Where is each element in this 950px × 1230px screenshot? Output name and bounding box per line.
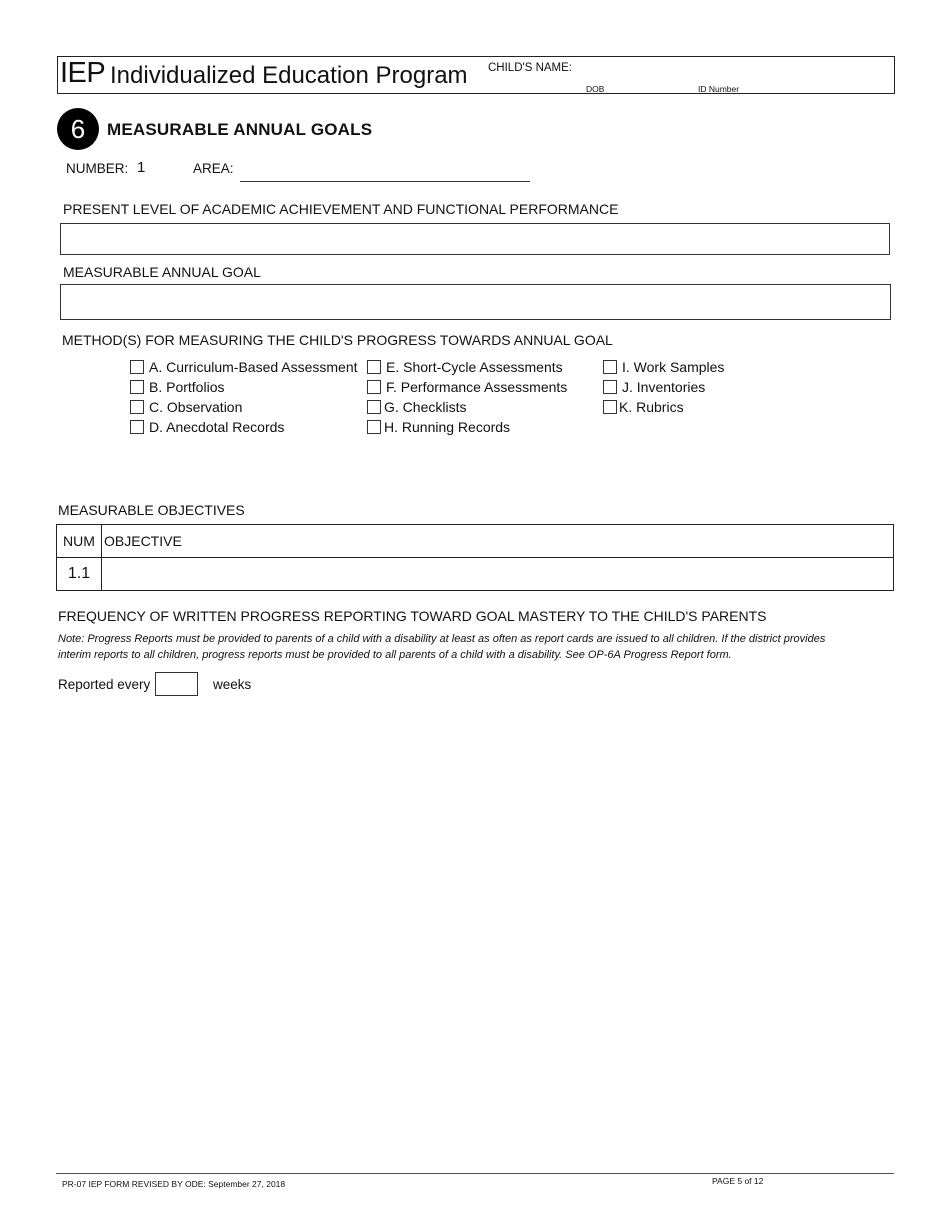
method-option-j[interactable] — [603, 379, 705, 395]
objectives-table — [56, 524, 894, 591]
section-number-badge: 6 — [57, 108, 99, 150]
frequency-label: FREQUENCY OF WRITTEN PROGRESS REPORTING TOWARD GOAL MASTERY TO THE CHILD'S PARENTS — [58, 608, 767, 624]
form-title: Individualized Education Program — [110, 62, 468, 89]
objectives-label: MEASURABLE OBJECTIVES — [58, 502, 245, 518]
frequency-note: Note: Progress Reports must be provided to parents of a child with a disability at least as often as report cards are issued to all children. If the district provides interim reports to all children, progress reports must be provided to all parents of a child with a disability. See OP-6A Progress Report form. — [58, 633, 826, 661]
id-number-label: ID Number — [698, 84, 740, 94]
method-b-checkbox[interactable] — [130, 380, 144, 394]
method-option-k[interactable] — [603, 399, 684, 415]
objective-text-cell[interactable] — [102, 558, 894, 591]
method-f-label: F. Performance Assessments — [386, 379, 568, 395]
table-row — [57, 558, 894, 591]
plaafp-label: PRESENT LEVEL OF ACADEMIC ACHIEVEMENT AND FUNCTIONAL PERFORMANCE — [63, 201, 619, 217]
annual-goal-input[interactable] — [60, 284, 891, 320]
method-f-checkbox[interactable] — [367, 380, 381, 394]
method-i-label: I. Work Samples — [622, 359, 725, 375]
method-d-label: D. Anecdotal Records — [149, 419, 285, 435]
method-k-label: K. Rubrics — [619, 399, 684, 415]
dob-label: DOB — [586, 84, 605, 94]
method-j-label: J. Inventories — [622, 379, 706, 395]
area-input[interactable] — [240, 181, 530, 182]
goal-number-label: NUMBER: — [66, 161, 129, 176]
weeks-label: weeks — [213, 677, 252, 692]
method-option-e[interactable] — [367, 359, 563, 375]
methods-label: METHOD(S) FOR MEASURING THE CHILD'S PROGRESS TOWARDS ANNUAL GOAL — [62, 332, 613, 348]
method-a-label: A. Curriculum-Based Assessment — [149, 359, 358, 375]
method-h-checkbox[interactable] — [367, 420, 381, 434]
form-code: IEP — [60, 57, 106, 89]
method-c-checkbox[interactable] — [130, 400, 144, 414]
method-i-checkbox[interactable] — [603, 360, 617, 374]
method-c-label: C. Observation — [149, 399, 243, 415]
footer-page-number: PAGE 5 of 12 — [712, 1176, 764, 1186]
footer-form-info: PR-07 IEP FORM REVISED BY ODE: September 27, 2018 — [62, 1179, 286, 1189]
reported-every-label: Reported every — [58, 677, 151, 692]
method-option-d[interactable] — [130, 419, 284, 435]
goal-number-value: 1 — [137, 159, 146, 176]
method-e-checkbox[interactable] — [367, 360, 381, 374]
method-option-b[interactable] — [130, 379, 224, 395]
childs-name-label: CHILD'S NAME: — [488, 62, 572, 74]
area-label: AREA: — [193, 161, 234, 176]
annual-goal-label: MEASURABLE ANNUAL GOAL — [63, 264, 261, 280]
method-e-label: E. Short-Cycle Assessments — [386, 359, 563, 375]
method-option-g[interactable] — [367, 399, 466, 415]
method-b-label: B. Portfolios — [149, 379, 225, 395]
method-option-h[interactable] — [367, 419, 510, 435]
objective-num-cell: 1.1 — [57, 558, 102, 591]
method-option-c[interactable] — [130, 399, 242, 415]
method-d-checkbox[interactable] — [130, 420, 144, 434]
section-title: MEASURABLE ANNUAL GOALS — [107, 120, 373, 139]
method-option-i[interactable] — [603, 359, 724, 375]
footer-divider — [56, 1173, 894, 1174]
method-g-label: G. Checklists — [384, 399, 467, 415]
weeks-input[interactable] — [155, 672, 198, 696]
method-j-checkbox[interactable] — [603, 380, 617, 394]
method-h-label: H. Running Records — [384, 419, 511, 435]
method-option-a[interactable] — [130, 359, 358, 375]
method-option-f[interactable] — [367, 379, 567, 395]
col-num-header: NUM — [57, 525, 102, 558]
plaafp-input[interactable] — [60, 223, 890, 255]
method-g-checkbox[interactable] — [367, 400, 381, 414]
method-a-checkbox[interactable] — [130, 360, 144, 374]
col-objective-header: OBJECTIVE — [102, 525, 894, 558]
objectives-header-row — [57, 525, 894, 558]
method-k-checkbox[interactable] — [603, 400, 617, 414]
